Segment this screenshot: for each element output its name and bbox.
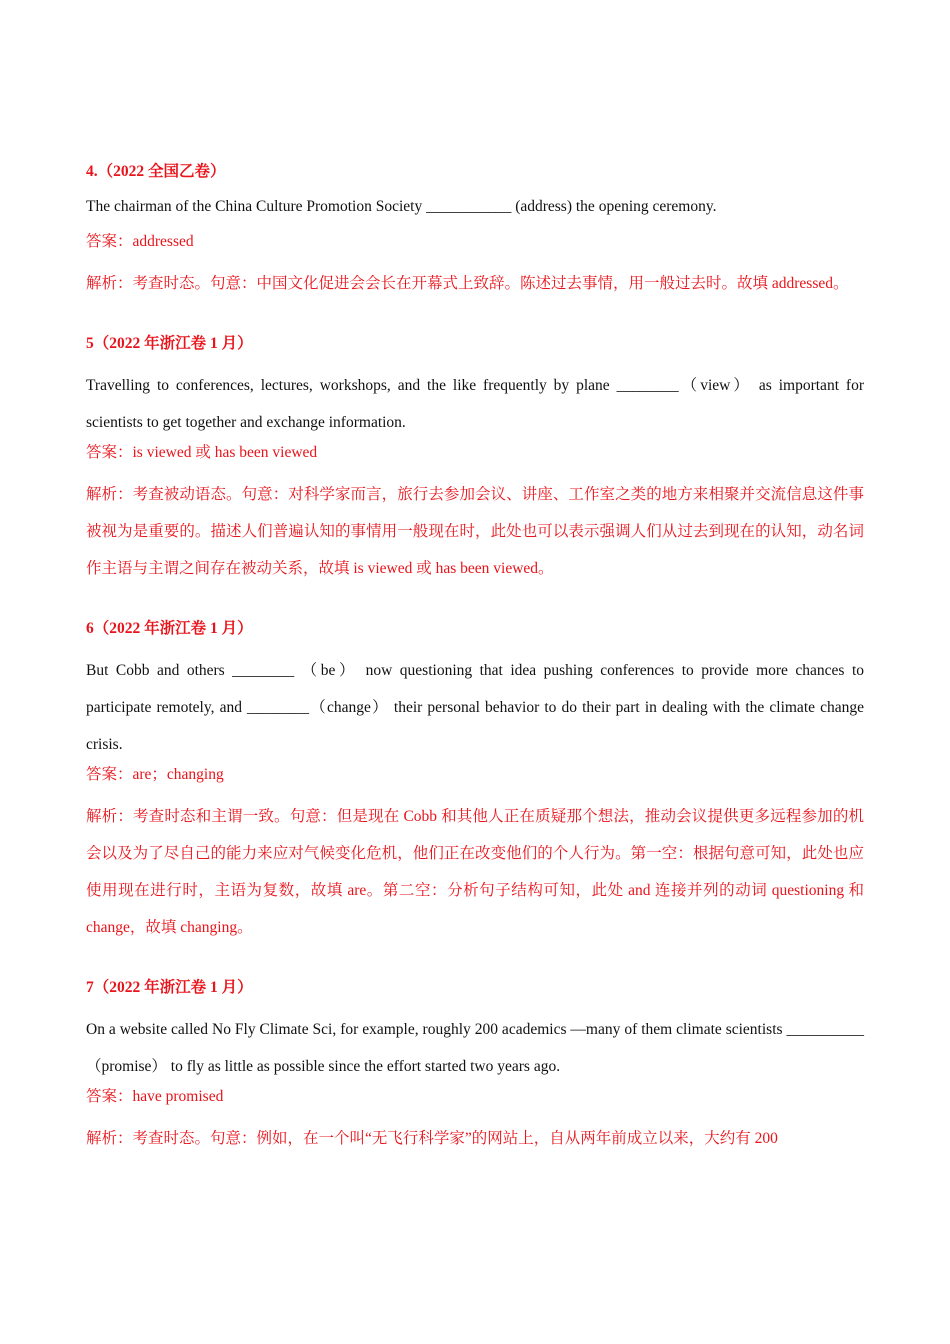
- question-text: Travelling to conferences, lectures, workshops, and the like frequently by plane ________（view） as important for scientists to get together and exchange information.: [86, 377, 864, 431]
- answer: 答案：addressed: [86, 233, 194, 250]
- question-6: [86, 617, 864, 946]
- question-text: On a website called No Fly Climate Sci, for example, roughly 200 academics —many of them climate scientists __________（promise） to fly as little as possible since the effort started two years ago.: [86, 1021, 864, 1075]
- analysis: 解析：考查被动语态。句意：对科学家而言，旅行去参加会议、讲座、工作室之类的地方来相聚并交流信息这件事被视为是重要的。描述人们普遍认知的事情用一般现在时，此处也可以表示强调人们从过去到现在的认知，动名词作主语与主谓之间存在被动关系，故填 is viewed 或 has been viewed。: [86, 486, 864, 577]
- question-heading: 5（2022 年浙江卷 1 月）: [86, 335, 253, 352]
- analysis: 解析：考查时态。句意：中国文化促进会会长在开幕式上致辞。陈述过去事情，用一般过去时。故填 addressed。: [86, 275, 849, 292]
- question-text: But Cobb and others ________ （be） now questioning that idea pushing conferences to provide more chances to participate remotely, and ________（change） their personal behavior to do their part in dealing with the climate change crisis.: [86, 662, 864, 753]
- document-page: [86, 160, 864, 1187]
- answer: 答案：have promised: [86, 1088, 224, 1105]
- question-heading: 4.（2022 全国乙卷）: [86, 163, 226, 180]
- question-heading: 7（2022 年浙江卷 1 月）: [86, 979, 253, 996]
- question-heading: 6（2022 年浙江卷 1 月）: [86, 620, 253, 637]
- question-text: The chairman of the China Culture Promotion Society ___________ (address) the opening ceremony.: [86, 198, 717, 215]
- question-7: [86, 976, 864, 1157]
- answer: 答案：are；changing: [86, 766, 224, 783]
- question-5: [86, 332, 864, 587]
- answer: 答案：is viewed 或 has been viewed: [86, 444, 318, 461]
- analysis: 解析：考查时态和主谓一致。句意：但是现在 Cobb 和其他人正在质疑那个想法，推动会议提供更多远程参加的机会以及为了尽自己的能力来应对气候变化危机，他们正在改变他们的个人行为。第一空：根据句意可知，此处也应使用现在进行时，主语为复数，故填 are。第二空：分析句子结构可知，此处 and 连接并列的动词 questioning 和 change，故填 changing。: [86, 808, 864, 936]
- question-4: [86, 160, 864, 302]
- analysis: 解析：考查时态。句意：例如，在一个叫“无飞行科学家”的网站上，自从两年前成立以来，大约有 200: [86, 1130, 778, 1147]
